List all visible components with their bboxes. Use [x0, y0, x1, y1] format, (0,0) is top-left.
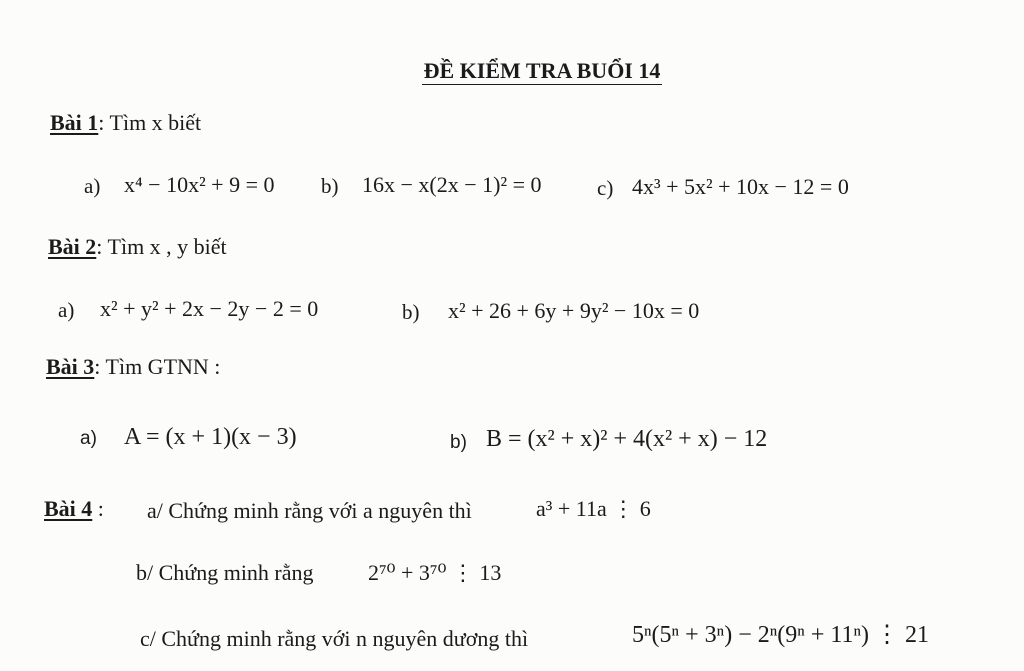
- bai1-b-expr: 16x − x(2x − 1)² = 0: [362, 172, 542, 197]
- bai1-b-label: b): [321, 174, 339, 198]
- bai4-a-expr: a³ + 11a ⋮ 6: [536, 496, 651, 521]
- bai4-a-text: a/ Chứng minh rằng với a nguyên thì: [147, 498, 472, 523]
- bai1-heading: Bài 1: Tìm x biết: [50, 110, 202, 135]
- bai1-c-expr: 4x³ + 5x² + 10x − 12 = 0: [632, 174, 849, 199]
- bai2-heading: Bài 2: Tìm x , y biết: [48, 234, 227, 259]
- bai3-a-label: a): [80, 428, 97, 449]
- bai1-a-label: a): [84, 174, 101, 198]
- bai3-b-expr: B = (x² + x)² + 4(x² + x) − 12: [486, 426, 768, 452]
- bai1-c-label: c): [597, 176, 614, 200]
- bai3-a-expr: A = (x + 1)(x − 3): [124, 424, 297, 450]
- bai2-b-label: b): [402, 300, 420, 324]
- bai2-b-expr: x² + 26 + 6y + 9y² − 10x = 0: [448, 298, 700, 323]
- bai3-b-label: b): [450, 432, 467, 453]
- bai2-a-label: a): [58, 298, 75, 322]
- bai1-a-expr: x⁴ − 10x² + 9 = 0: [124, 172, 275, 197]
- bai4-c-text: c/ Chứng minh rằng với n nguyên dương thì: [140, 626, 529, 651]
- bai4-b-expr: 2⁷⁰ + 3⁷⁰ ⋮ 13: [368, 560, 502, 585]
- bai4-b-text: b/ Chứng minh rằng: [136, 560, 314, 585]
- bai4-heading: Bài 4 :: [44, 496, 104, 521]
- bai4-c-expr: 5ⁿ(5ⁿ + 3ⁿ) − 2ⁿ(9ⁿ + 11ⁿ) ⋮ 21: [632, 622, 930, 648]
- page-title: ĐỀ KIỂM TRA BUỔI 14: [423, 58, 661, 83]
- bai2-a-expr: x² + y² + 2x − 2y − 2 = 0: [100, 296, 319, 321]
- bai3-heading: Bài 3: Tìm GTNN :: [46, 354, 221, 379]
